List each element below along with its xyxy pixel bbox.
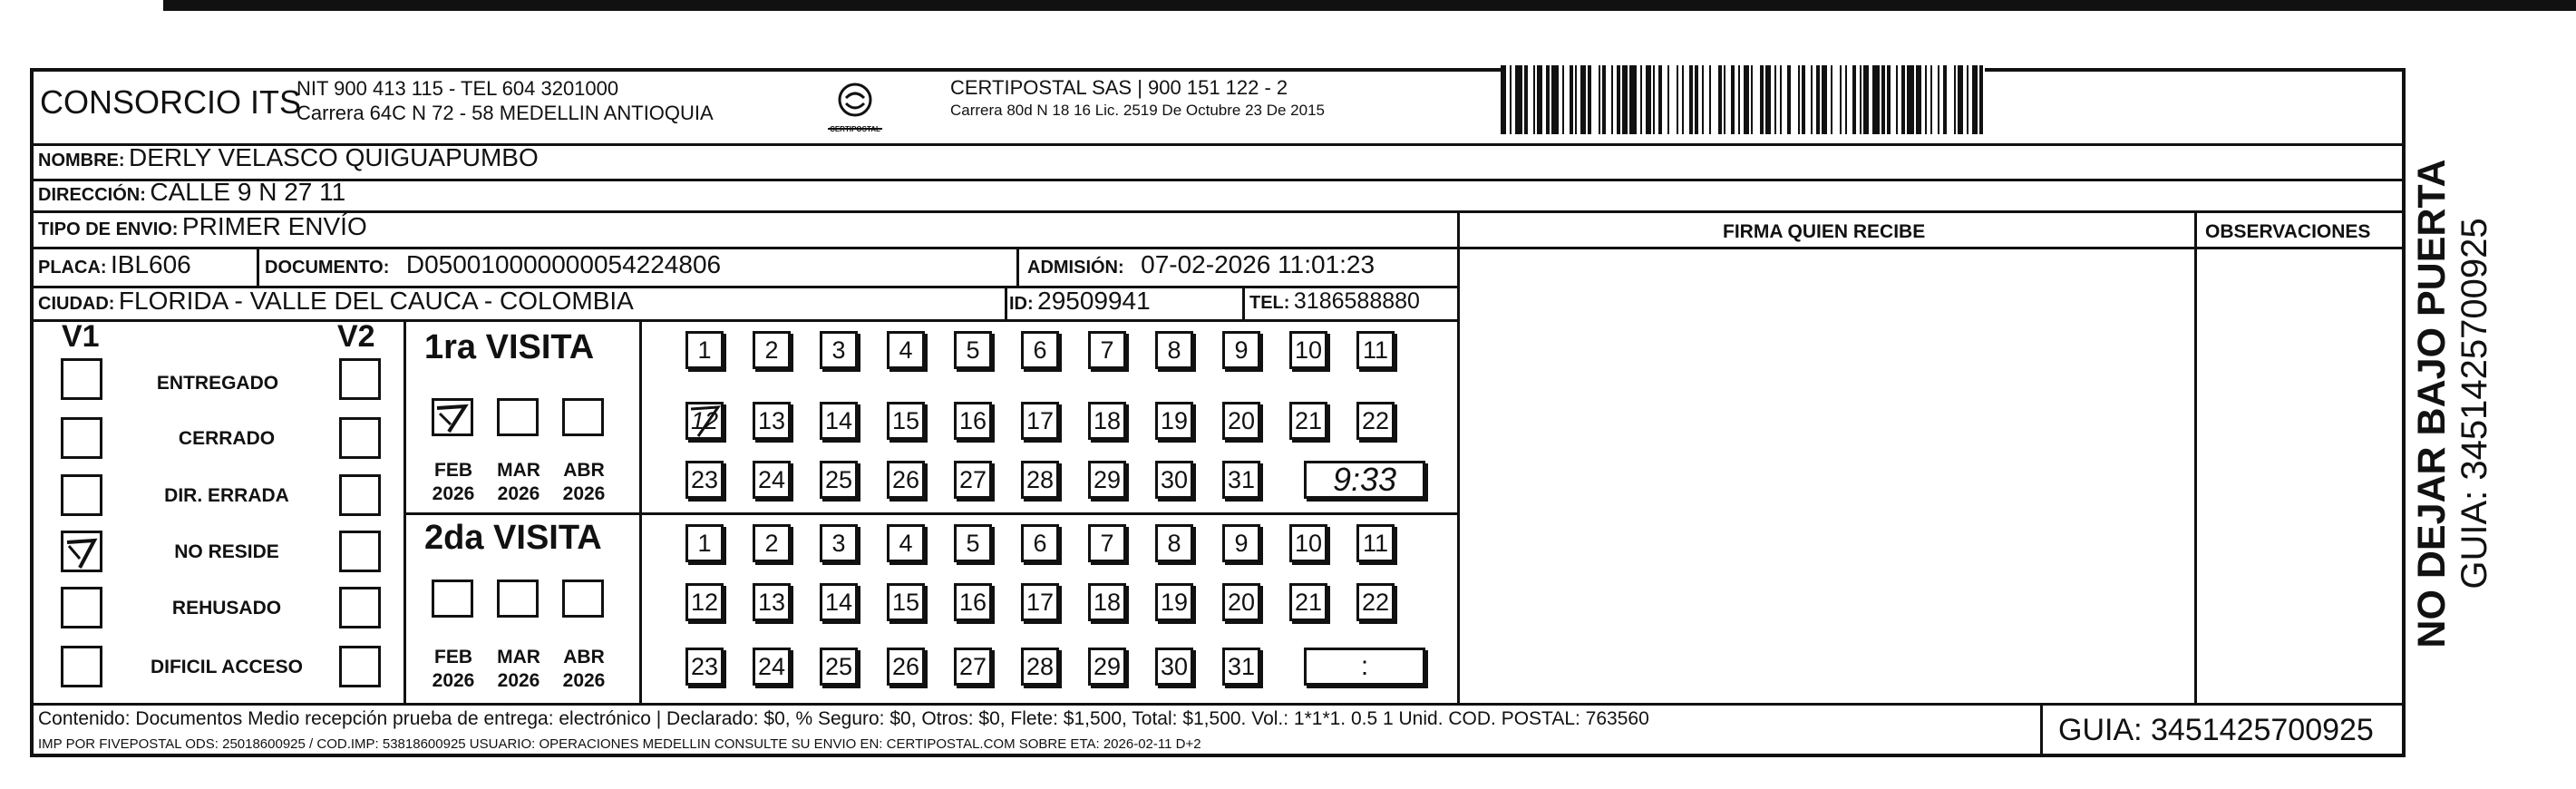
day-box[interactable]: 11 <box>1356 331 1395 369</box>
month-year: 2026 <box>562 670 606 691</box>
day-box[interactable]: 23 <box>685 648 724 686</box>
month-year: 2026 <box>497 670 540 691</box>
visit-2-title: 2da VISITA <box>424 519 602 557</box>
day-box[interactable]: 19 <box>1155 583 1193 621</box>
company-name: CONSORCIO ITS <box>40 83 302 121</box>
day-box[interactable]: 20 <box>1222 583 1260 621</box>
day-box[interactable]: 3 <box>820 524 858 562</box>
rule <box>1016 247 1019 287</box>
rule <box>30 179 2406 181</box>
day-box[interactable]: 6 <box>1021 524 1059 562</box>
firma-label: FIRMA QUIEN RECIBE <box>1723 221 1926 242</box>
rule <box>2040 703 2043 757</box>
month-name: MAR <box>497 460 540 481</box>
day-box[interactable]: 21 <box>1289 583 1327 621</box>
month-checkbox[interactable] <box>432 580 473 618</box>
id-value: 29509941 <box>1037 287 1151 315</box>
day-box[interactable]: 14 <box>820 402 858 440</box>
day-box[interactable]: 14 <box>820 583 858 621</box>
rule <box>403 319 406 705</box>
rule <box>403 512 1459 515</box>
day-box[interactable]: 25 <box>820 648 858 686</box>
tipo-row <box>38 212 367 241</box>
placa-label: PLACA: <box>38 258 107 278</box>
v2-checkbox[interactable] <box>339 531 381 572</box>
day-box[interactable]: 24 <box>753 648 791 686</box>
month-name: FEB <box>434 460 472 481</box>
day-box[interactable]: 1 <box>685 331 724 369</box>
tel-label: TEL: <box>1249 293 1290 313</box>
day-box[interactable]: 30 <box>1155 648 1193 686</box>
guia-number: GUIA: 3451425700925 <box>2058 713 2374 747</box>
documento-label: DOCUMENTO: <box>265 258 390 278</box>
day-box[interactable]: 13 <box>753 402 791 440</box>
rule <box>1005 286 1007 321</box>
month-checkbox[interactable] <box>562 580 604 618</box>
day-marked-value: 12 <box>690 407 719 434</box>
footer-print-info: IMP POR FIVEPOSTAL ODS: 25018600925 / COD.IMP: 53818600925 USUARIO: OPERACIONES MEDELLIN CONSULTE SU ENVIO EN: CERTIPOSTAL.COM SOBRE ETA: 2026-02-11 D+2 <box>38 736 1201 752</box>
month-name: FEB <box>434 647 472 667</box>
day-box[interactable]: 20 <box>1222 402 1260 440</box>
day-box[interactable]: 15 <box>887 583 925 621</box>
month-checkbox[interactable] <box>432 398 473 436</box>
direccion-value: CALLE 9 N 27 11 <box>150 178 346 206</box>
barcode-icon <box>1501 65 2221 134</box>
top-rule <box>163 0 2576 11</box>
day-box[interactable]: 17 <box>1021 402 1059 440</box>
month-label <box>424 646 482 693</box>
month-name: MAR <box>497 647 540 667</box>
day-box[interactable]: 10 <box>1289 331 1327 369</box>
day-box[interactable]: 23 <box>685 461 724 499</box>
day-box[interactable]: 30 <box>1155 461 1193 499</box>
day-box[interactable]: 5 <box>954 524 992 562</box>
carrier-address: Carrera 80d N 18 16 Lic. 2519 De Octubre 23 De 2015 <box>950 102 1325 119</box>
month-year: 2026 <box>432 670 475 691</box>
id-label: ID: <box>1009 294 1034 314</box>
status-option-label: NO RESIDE <box>174 541 279 562</box>
tel-row <box>1249 288 1420 315</box>
placa-value: IBL606 <box>111 250 191 278</box>
day-box[interactable]: 12 <box>685 583 724 621</box>
logo-caption: CERTIPOSTAL <box>830 125 880 133</box>
month-name: ABR <box>563 647 605 667</box>
rule <box>1457 210 1460 705</box>
day-box[interactable]: 22 <box>1356 583 1395 621</box>
admision-value: 07-02-2026 11:01:23 <box>1141 250 1375 278</box>
admision-label: ADMISIÓN: <box>1027 258 1124 278</box>
rule <box>30 247 1459 249</box>
nombre-label: NOMBRE: <box>38 151 125 170</box>
day-box[interactable]: 27 <box>954 461 992 499</box>
company-address: Carrera 64C N 72 - 58 MEDELLIN ANTIOQUIA <box>296 102 714 124</box>
side-warning: NO DEJAR BAJO PUERTA <box>2410 159 2454 648</box>
v1-label: V1 <box>62 319 100 354</box>
day-box[interactable]: 10 <box>1289 524 1327 562</box>
documento-row <box>265 250 721 279</box>
day-box[interactable]: 18 <box>1088 402 1126 440</box>
footer-content: Contenido: Documentos Medio recepción prueba de entrega: electrónico | Declarado: $0, % Seguro: $0, Otros: $0, Flete: $1,500, Total: $1,500. Vol.: 1*1*1. 0.5 1 Unid. COD. POSTAL: 763560 <box>38 708 1649 729</box>
month-year: 2026 <box>497 483 540 504</box>
v1-checkbox[interactable] <box>61 358 102 400</box>
ciudad-row <box>38 287 634 316</box>
day-box[interactable]: 27 <box>954 648 992 686</box>
month-checkbox[interactable] <box>497 398 539 436</box>
month-label <box>555 646 613 693</box>
rule <box>30 703 2406 706</box>
month-label <box>424 459 482 506</box>
v2-label: V2 <box>337 319 375 354</box>
day-box[interactable]: 21 <box>1289 402 1327 440</box>
day-box[interactable]: 28 <box>1021 648 1059 686</box>
month-year: 2026 <box>432 483 475 504</box>
day-box[interactable]: 5 <box>954 331 992 369</box>
side-notice <box>2410 50 2576 757</box>
v1-checkbox[interactable] <box>61 531 102 572</box>
admision-row <box>1027 250 1375 279</box>
carrier-nit: CERTIPOSTAL SAS | 900 151 122 - 2 <box>950 76 1288 99</box>
side-guia: GUIA: 3451425700925 <box>2454 218 2494 589</box>
day-box[interactable]: 28 <box>1021 461 1059 499</box>
status-option-label: DIFICIL ACCESO <box>150 657 303 677</box>
documento-value: D050010000000054224806 <box>405 250 722 278</box>
day-box[interactable]: 9 <box>1222 331 1260 369</box>
day-box[interactable]: 25 <box>820 461 858 499</box>
direccion-row <box>38 178 345 207</box>
check-mark-icon <box>63 533 100 570</box>
visit-time-box[interactable]: : <box>1304 648 1425 686</box>
rule <box>2194 210 2197 705</box>
day-box[interactable]: 29 <box>1088 461 1126 499</box>
v1-checkbox[interactable] <box>61 417 102 459</box>
day-box[interactable]: 16 <box>954 583 992 621</box>
month-year: 2026 <box>562 483 606 504</box>
v1-checkbox[interactable] <box>61 474 102 516</box>
day-box[interactable]: 7 <box>1088 331 1126 369</box>
company-nit: NIT 900 413 115 - TEL 604 3201000 <box>296 77 619 100</box>
day-box[interactable]: 19 <box>1155 402 1193 440</box>
month-label <box>555 459 613 506</box>
day-box[interactable]: 8 <box>1155 331 1193 369</box>
day-box[interactable]: 22 <box>1356 402 1395 440</box>
status-option-label: CERRADO <box>178 428 276 449</box>
carrier-info <box>950 76 1325 122</box>
ciudad-label: CIUDAD: <box>38 294 115 314</box>
rule <box>1242 286 1245 321</box>
tipo-label: TIPO DE ENVIO: <box>38 219 179 239</box>
nombre-value: DERLY VELASCO QUIGUAPUMBO <box>129 143 539 171</box>
status-option-label: REHUSADO <box>171 598 282 619</box>
direccion-label: DIRECCIÓN: <box>38 185 146 205</box>
day-box[interactable]: 17 <box>1021 583 1059 621</box>
visit-time-box[interactable]: 9:33 <box>1304 461 1425 499</box>
v2-checkbox[interactable] <box>339 358 381 400</box>
tipo-value: PRIMER ENVÍO <box>181 212 367 240</box>
check-mark-icon <box>434 401 471 433</box>
v1-checkbox[interactable] <box>61 587 102 628</box>
day-box[interactable]: 4 <box>887 524 925 562</box>
day-box[interactable]: 31 <box>1222 461 1260 499</box>
day-box[interactable]: 13 <box>753 583 791 621</box>
day-box[interactable]: 29 <box>1088 648 1126 686</box>
day-box[interactable]: 9 <box>1222 524 1260 562</box>
day-box[interactable]: 2 <box>753 524 791 562</box>
day-box[interactable]: 2 <box>753 331 791 369</box>
day-box[interactable]: 6 <box>1021 331 1059 369</box>
id-row <box>1009 287 1151 316</box>
ciudad-value: FLORIDA - VALLE DEL CAUCA - COLOMBIA <box>118 287 634 315</box>
day-box[interactable]: 31 <box>1222 648 1260 686</box>
rule <box>30 210 2406 213</box>
month-checkbox[interactable] <box>497 580 539 618</box>
rule <box>1457 247 2406 249</box>
month-label <box>490 646 548 693</box>
day-box[interactable]: 4 <box>887 331 925 369</box>
day-box[interactable]: 11 <box>1356 524 1395 562</box>
nombre-row <box>38 143 539 172</box>
day-box[interactable]: 26 <box>887 461 925 499</box>
v2-checkbox[interactable] <box>339 474 381 516</box>
placa-row <box>38 250 191 279</box>
month-checkbox[interactable] <box>562 398 604 436</box>
status-option-label: ENTREGADO <box>156 373 279 394</box>
rule <box>257 247 259 287</box>
day-box[interactable]: 3 <box>820 331 858 369</box>
v2-checkbox[interactable] <box>339 646 381 687</box>
month-name: ABR <box>563 460 605 481</box>
v1-checkbox[interactable] <box>61 646 102 687</box>
day-box[interactable]: 16 <box>954 402 992 440</box>
v2-checkbox[interactable] <box>339 417 381 459</box>
company-info <box>296 76 714 125</box>
v2-checkbox[interactable] <box>339 587 381 628</box>
status-option-label: DIR. ERRADA <box>164 485 289 506</box>
day-box[interactable] <box>685 402 724 440</box>
rule <box>639 319 642 705</box>
day-box[interactable]: 24 <box>753 461 791 499</box>
day-box[interactable]: 18 <box>1088 583 1126 621</box>
day-strike-icon <box>685 402 724 440</box>
day-box[interactable]: 1 <box>685 524 724 562</box>
day-box[interactable]: 26 <box>887 648 925 686</box>
month-label <box>490 459 548 506</box>
day-box[interactable]: 8 <box>1155 524 1193 562</box>
visit-1-title: 1ra VISITA <box>424 328 595 366</box>
observaciones-label: OBSERVACIONES <box>2205 221 2371 242</box>
tel-value: 3186588880 <box>1293 288 1420 314</box>
day-box[interactable]: 15 <box>887 402 925 440</box>
day-box[interactable]: 7 <box>1088 524 1126 562</box>
